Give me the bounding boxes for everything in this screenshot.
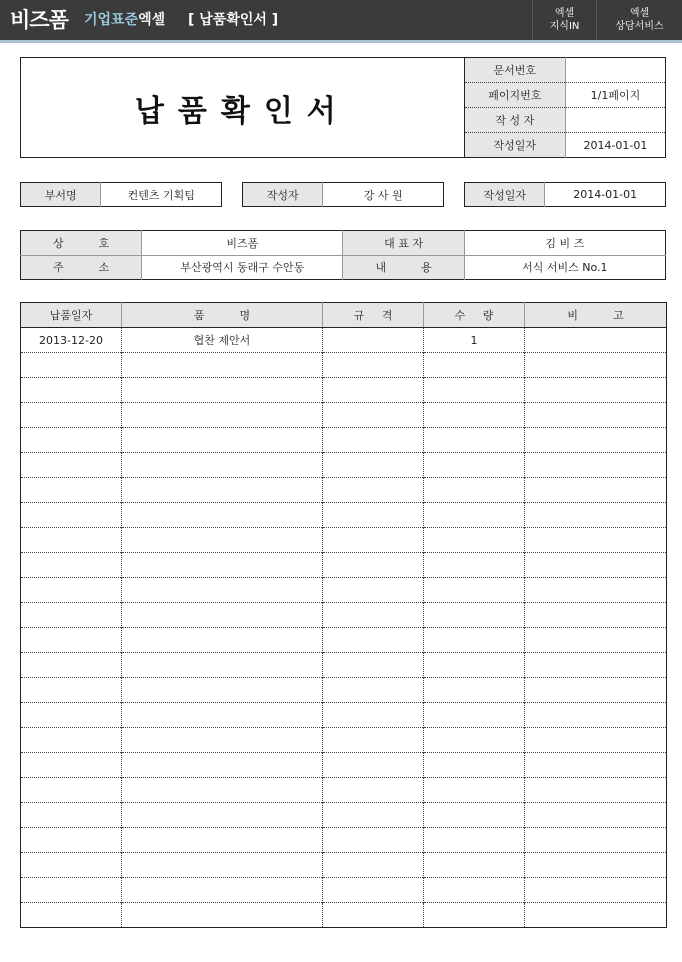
excel-knowledge-line1: 엑셀 [554,8,575,19]
address-value[interactable]: 부산광역시 동래구 수안동 [142,255,343,280]
department-value[interactable]: 컨텐츠 기획팀 [127,188,195,202]
table-row [21,403,667,428]
document-title: 납품확인서 [21,58,465,158]
table-row [21,478,667,503]
content-label: 내 용 [343,255,464,280]
cell-quantity[interactable] [424,753,525,778]
cell-quantity[interactable] [424,703,525,728]
cell-remarks[interactable] [525,528,667,553]
table-row [21,728,667,753]
cell-product-name[interactable] [122,903,323,928]
cell-product-name[interactable] [122,853,323,878]
banner-divider [0,40,682,43]
cell-spec[interactable] [323,328,424,353]
excel-knowledge-line2: 지식IN [549,21,580,32]
writer-value[interactable] [565,108,665,133]
cell-product-name[interactable] [122,378,323,403]
cell-spec[interactable] [323,878,424,903]
cell-quantity[interactable] [424,428,525,453]
cell-spec[interactable] [323,653,424,678]
cell-remarks[interactable] [525,478,667,503]
cell-spec[interactable] [323,553,424,578]
cell-remarks[interactable] [525,628,667,653]
cell-quantity[interactable] [424,653,525,678]
cell-spec[interactable] [323,753,424,778]
cell-product-name[interactable] [122,628,323,653]
cell-product-name[interactable] [122,678,323,703]
cell-delivery-date[interactable] [21,403,122,428]
document-header [20,57,666,158]
table-row [21,703,667,728]
table-row [21,353,667,378]
cell-remarks[interactable] [525,653,667,678]
cell-remarks[interactable] [525,378,667,403]
cell-product-name[interactable] [122,828,323,853]
cell-quantity[interactable] [424,803,525,828]
address-label: 주 소 [21,255,142,280]
cell-remarks[interactable] [525,503,667,528]
cell-delivery-date[interactable] [21,803,122,828]
excel-consult-line2: 상담서비스 [615,21,664,32]
department-box [20,182,222,207]
cell-product-name[interactable] [122,478,323,503]
cell-remarks[interactable] [525,728,667,753]
cell-spec[interactable] [323,728,424,753]
date-label: 작성일자 [465,183,545,207]
content-value[interactable]: 서식 서비스 No.1 [464,255,665,280]
cell-quantity[interactable] [424,828,525,853]
table-row [21,753,667,778]
cell-delivery-date[interactable] [21,478,122,503]
tagline-sub: 기업표준 [84,12,139,28]
cell-product-name[interactable] [122,553,323,578]
company-info [20,230,666,280]
cell-remarks[interactable] [525,428,667,453]
cell-spec[interactable] [323,403,424,428]
cell-product-name[interactable]: 협찬 제안서 [122,328,323,353]
cell-remarks[interactable] [525,578,667,603]
col-spec: 규 격 [323,303,424,328]
cell-spec[interactable] [323,428,424,453]
cell-delivery-date[interactable] [21,703,122,728]
cell-quantity[interactable] [424,603,525,628]
cell-quantity[interactable] [424,553,525,578]
cell-delivery-date[interactable] [21,578,122,603]
document-type-label: [ 납품확인서 ] [188,12,279,28]
cell-remarks[interactable] [525,828,667,853]
cell-delivery-date[interactable] [21,503,122,528]
writer-label: 작 성 자 [464,108,565,133]
date-box [464,182,666,207]
cell-spec[interactable] [323,378,424,403]
cell-delivery-date[interactable] [21,678,122,703]
cell-quantity[interactable] [424,503,525,528]
cell-delivery-date[interactable] [21,353,122,378]
cell-remarks[interactable] [525,853,667,878]
cell-spec[interactable] [323,853,424,878]
cell-remarks[interactable] [525,903,667,928]
cell-quantity[interactable] [424,403,525,428]
cell-product-name[interactable] [122,728,323,753]
items-body [21,328,667,928]
doc-number-value[interactable] [565,58,665,83]
cell-delivery-date[interactable] [21,728,122,753]
written-date-label: 작성일자 [464,133,565,158]
cell-spec[interactable] [323,803,424,828]
table-row [21,778,667,803]
cell-quantity[interactable] [424,353,525,378]
col-product-name: 품 명 [122,303,323,328]
table-row [21,528,667,553]
table-row [21,553,667,578]
cell-quantity[interactable] [424,378,525,403]
cell-delivery-date[interactable] [21,653,122,678]
cell-spec[interactable] [323,903,424,928]
cell-remarks[interactable] [525,553,667,578]
table-row [21,328,667,353]
cell-spec[interactable] [323,628,424,653]
table-row [21,878,667,903]
cell-remarks[interactable] [525,703,667,728]
cell-product-name[interactable] [122,778,323,803]
cell-spec[interactable] [323,503,424,528]
table-row [21,503,667,528]
page-number-label: 페이지번호 [464,83,565,108]
cell-delivery-date[interactable] [21,753,122,778]
page-number-value[interactable]: 1/1페이지 [565,83,665,108]
table-row [21,828,667,853]
cell-quantity[interactable] [424,853,525,878]
cell-delivery-date[interactable] [21,628,122,653]
cell-delivery-date[interactable] [21,453,122,478]
excel-consult-button[interactable] [596,0,682,40]
cell-spec[interactable] [323,678,424,703]
cell-quantity[interactable] [424,628,525,653]
cell-product-name[interactable] [122,653,323,678]
cell-remarks[interactable] [525,453,667,478]
company-name-value[interactable]: 비즈폼 [142,231,343,256]
department-label: 부서명 [21,183,101,207]
col-delivery-date: 납품일자 [21,303,122,328]
cell-delivery-date[interactable] [21,778,122,803]
cell-quantity[interactable] [424,728,525,753]
cell-delivery-date[interactable] [21,603,122,628]
cell-product-name[interactable] [122,503,323,528]
ceo-label: 대 표 자 [343,231,464,256]
cell-spec[interactable] [323,453,424,478]
table-row [21,378,667,403]
cell-spec[interactable] [323,528,424,553]
company-name-label: 상 호 [21,231,142,256]
cell-remarks[interactable] [525,328,667,353]
author-label: 작성자 [243,183,323,207]
tagline [84,11,165,29]
col-remarks: 비 고 [525,303,667,328]
table-row [21,578,667,603]
cell-spec[interactable] [323,478,424,503]
table-row [21,453,667,478]
cell-product-name[interactable] [122,878,323,903]
bizforms-logo[interactable]: 비즈폼 [10,8,68,32]
cell-delivery-date[interactable] [21,528,122,553]
cell-spec[interactable] [323,778,424,803]
cell-quantity[interactable] [424,453,525,478]
cell-delivery-date[interactable] [21,903,122,928]
delivery-items-table [20,302,667,928]
cell-product-name[interactable] [122,578,323,603]
cell-spec[interactable] [323,353,424,378]
cell-product-name[interactable] [122,803,323,828]
cell-remarks[interactable] [525,403,667,428]
cell-quantity[interactable] [424,578,525,603]
ceo-value[interactable]: 김 비 즈 [464,231,665,256]
cell-delivery-date[interactable]: 2013-12-20 [39,333,103,347]
cell-product-name[interactable] [122,603,323,628]
cell-product-name[interactable] [122,528,323,553]
cell-spec[interactable] [323,828,424,853]
cell-quantity[interactable] [424,478,525,503]
cell-delivery-date[interactable] [21,853,122,878]
cell-remarks[interactable] [525,353,667,378]
doc-number-label: 문서번호 [464,58,565,83]
cell-remarks[interactable] [525,803,667,828]
table-row [21,428,667,453]
written-date-value[interactable]: 2014-01-01 [565,133,665,158]
cell-quantity[interactable] [424,878,525,903]
table-row [21,853,667,878]
table-row [21,678,667,703]
cell-product-name[interactable] [122,403,323,428]
author-box [242,182,444,207]
table-row [21,603,667,628]
cell-quantity[interactable] [424,903,525,928]
cell-product-name[interactable] [122,753,323,778]
table-row [21,628,667,653]
table-row [21,903,667,928]
author-value[interactable]: 강 사 원 [363,188,403,202]
cell-spec[interactable] [323,578,424,603]
cell-quantity[interactable] [424,678,525,703]
cell-remarks[interactable] [525,778,667,803]
tagline-main: 엑셀 [138,12,166,28]
cell-product-name[interactable] [122,428,323,453]
cell-remarks[interactable] [525,878,667,903]
cell-quantity[interactable] [424,778,525,803]
cell-product-name[interactable] [122,353,323,378]
cell-spec[interactable] [323,703,424,728]
cell-remarks[interactable] [525,603,667,628]
cell-product-name[interactable] [122,703,323,728]
excel-consult-line1: 엑셀 [629,8,650,19]
cell-spec[interactable] [323,603,424,628]
cell-remarks[interactable] [525,678,667,703]
cell-delivery-date[interactable] [21,378,122,403]
excel-knowledge-button[interactable] [532,0,596,40]
cell-remarks[interactable] [525,753,667,778]
top-banner [0,0,682,40]
cell-quantity[interactable] [424,528,525,553]
cell-quantity[interactable]: 1 [424,328,525,353]
items-header-row [21,303,667,328]
table-row [21,803,667,828]
date-value[interactable]: 2014-01-01 [573,188,638,201]
cell-delivery-date[interactable] [21,828,122,853]
cell-delivery-date[interactable] [21,428,122,453]
col-quantity: 수 량 [424,303,525,328]
cell-delivery-date[interactable] [21,878,122,903]
cell-product-name[interactable] [122,453,323,478]
cell-delivery-date[interactable] [21,553,122,578]
table-row [21,653,667,678]
